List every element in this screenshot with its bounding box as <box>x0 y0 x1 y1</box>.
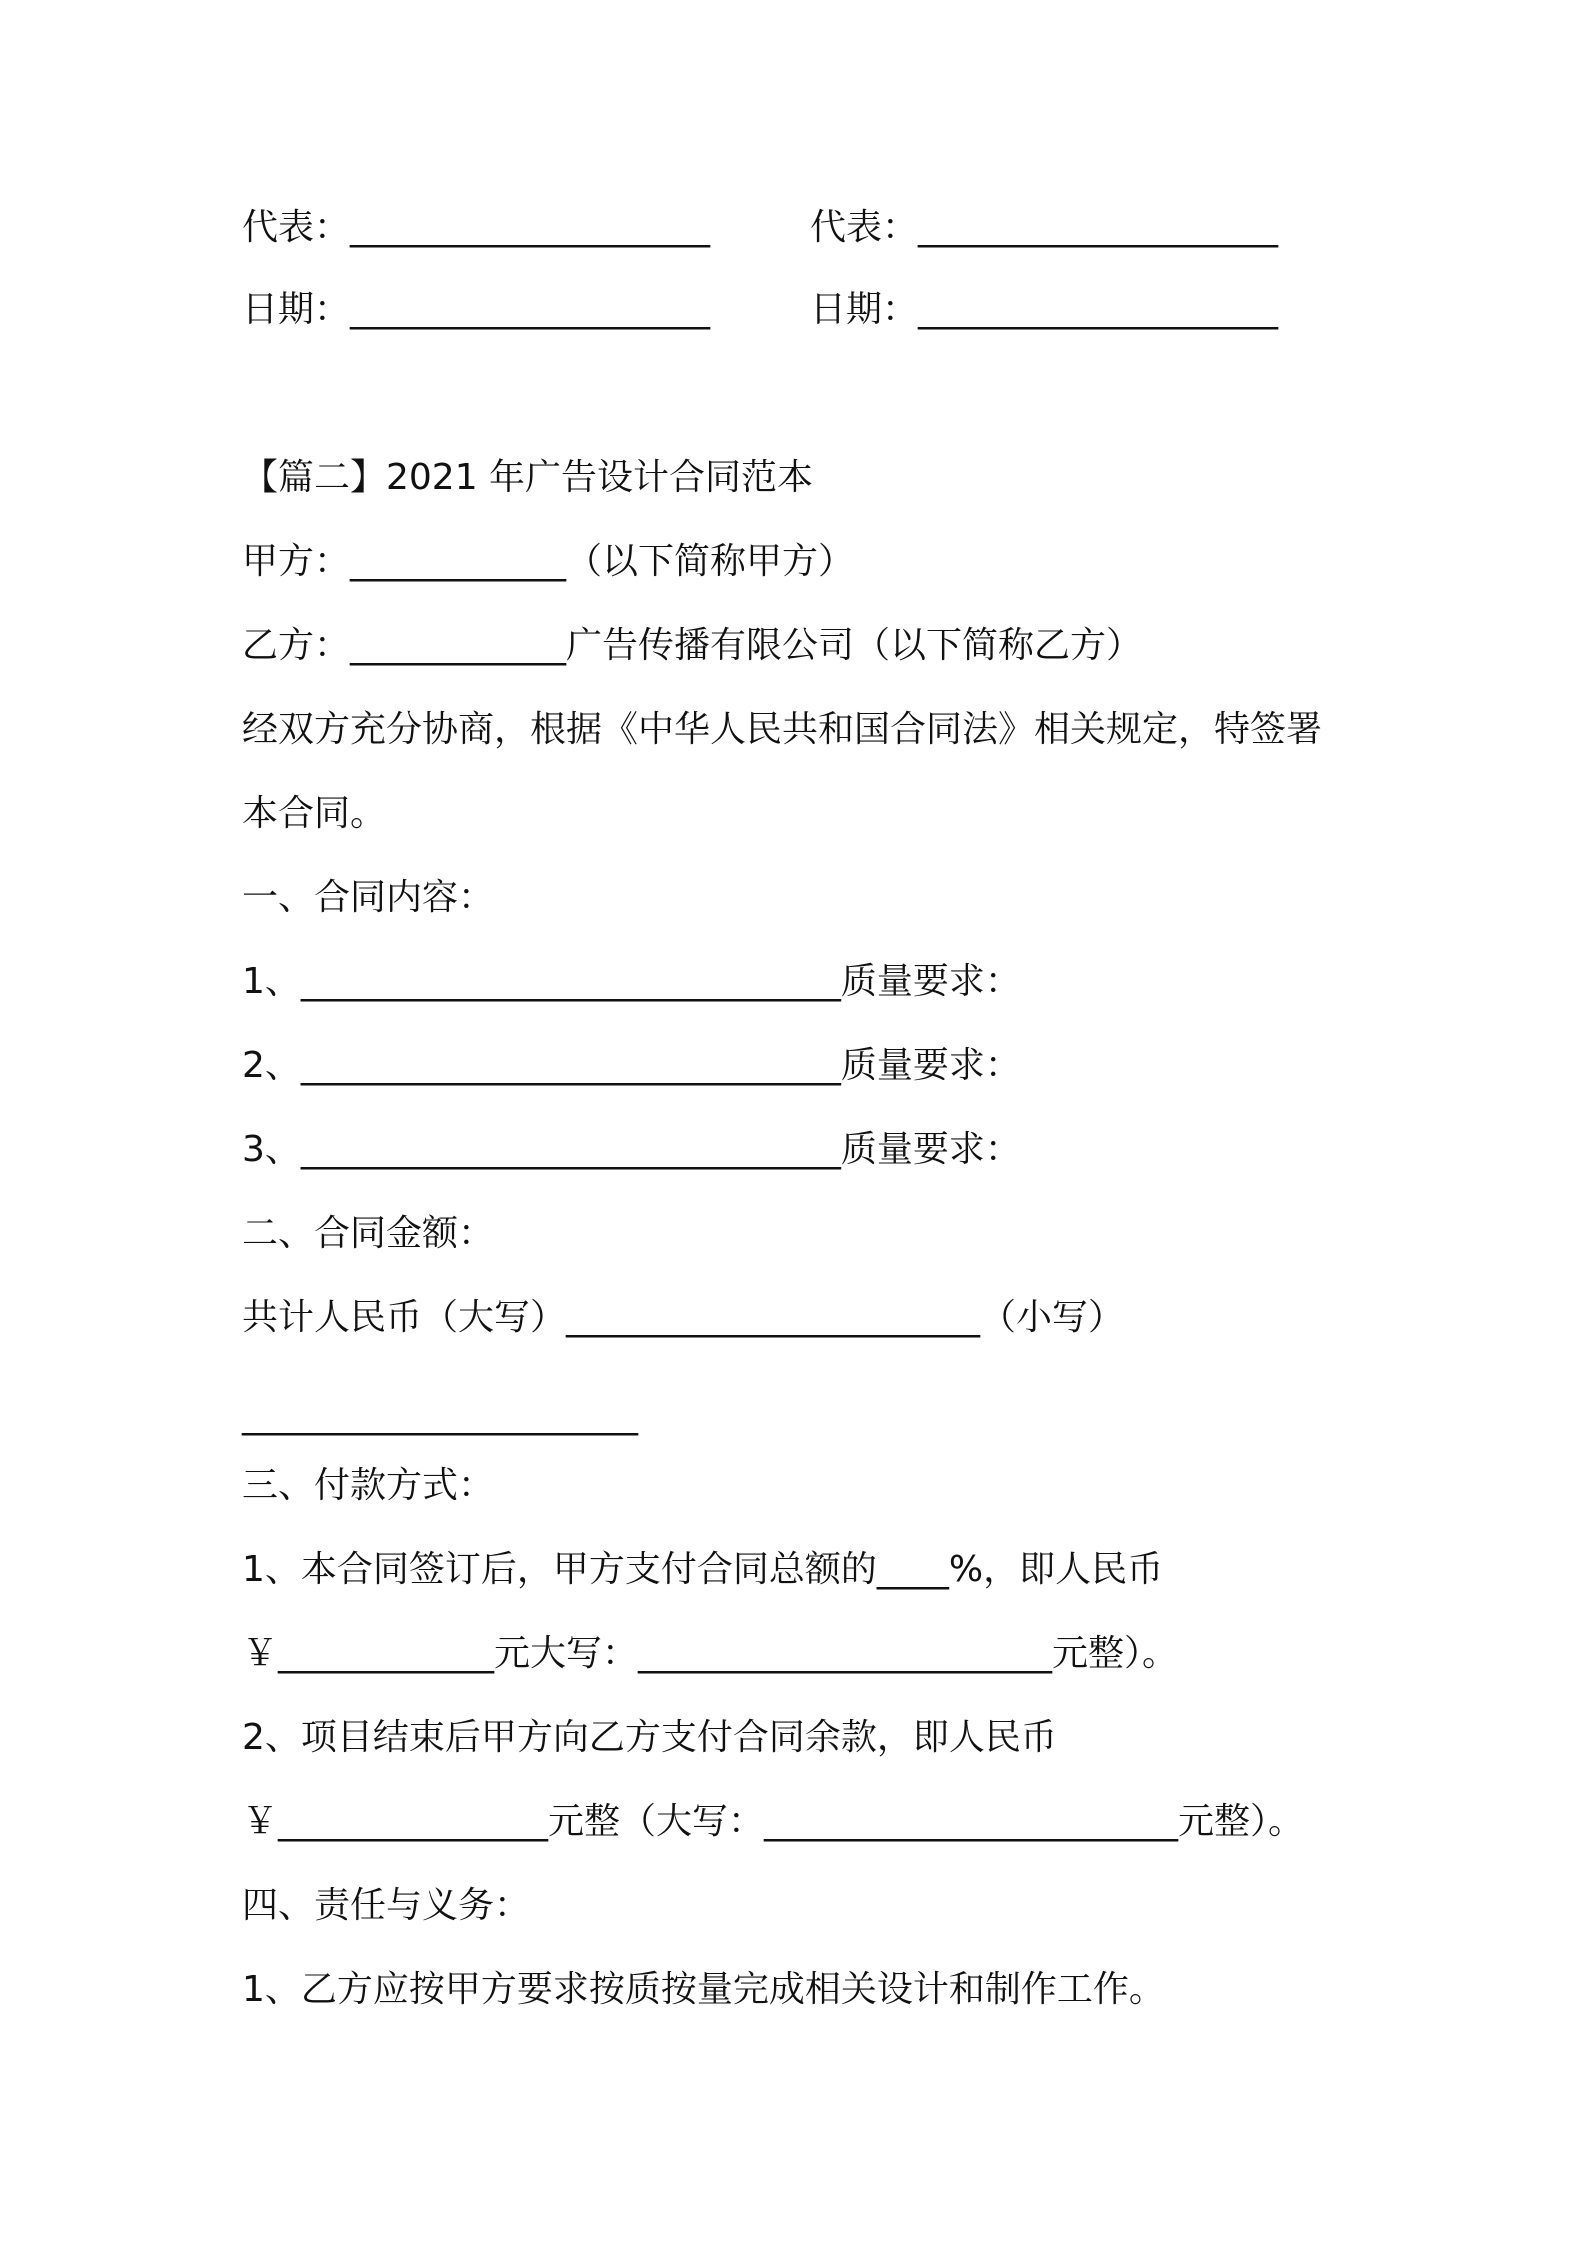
party-a-representative-line: 代表：____________________ <box>242 207 711 248</box>
section-heading-amount: 二、合同金额： <box>242 1213 495 1254</box>
intro-paragraph-line-2: 本合同。 <box>242 793 387 834</box>
party-b-representative-line: 代表：____________________ <box>810 207 1279 248</box>
contract-title: 【篇二】2021 年广告设计合同范本 <box>242 457 814 498</box>
payment-1-line-1: 1、本合同签订后，甲方支付合同总额的____%，即人民币 <box>242 1549 1164 1590</box>
party-b-line: 乙方：____________广告传播有限公司（以下简称乙方） <box>242 625 1143 666</box>
content-item-3: 3、______________________________质量要求： <box>242 1129 1021 1170</box>
content-item-2: 2、______________________________质量要求： <box>242 1045 1021 1086</box>
section-heading-payment: 三、付款方式： <box>242 1465 495 1506</box>
section-heading-content: 一、合同内容： <box>242 877 495 918</box>
amount-line-2: ______________________ <box>242 1395 638 1436</box>
party-a-date-line: 日期：____________________ <box>242 289 711 330</box>
amount-line-1: 共计人民币（大写）_______________________（小写） <box>242 1297 1125 1338</box>
party-a-line: 甲方：____________（以下简称甲方） <box>242 541 855 582</box>
payment-2-line-1: 2、项目结束后甲方向乙方支付合同余款，即人民币 <box>242 1717 1057 1758</box>
duty-item-1: 1、乙方应按甲方要求按质按量完成相关设计和制作工作。 <box>242 1969 1165 2010</box>
payment-2-line-2: ￥_______________元整（大写：_______________________元整）。 <box>242 1801 1305 1842</box>
intro-paragraph-line-1: 经双方充分协商，根据《中华人民共和国合同法》相关规定，特签署 <box>242 709 1323 750</box>
payment-1-line-2: ￥____________元大写：_______________________元整）。 <box>242 1633 1179 1674</box>
content-item-1: 1、______________________________质量要求： <box>242 961 1021 1002</box>
section-heading-duties: 四、责任与义务： <box>242 1885 531 1926</box>
party-b-date-line: 日期：____________________ <box>810 289 1279 330</box>
